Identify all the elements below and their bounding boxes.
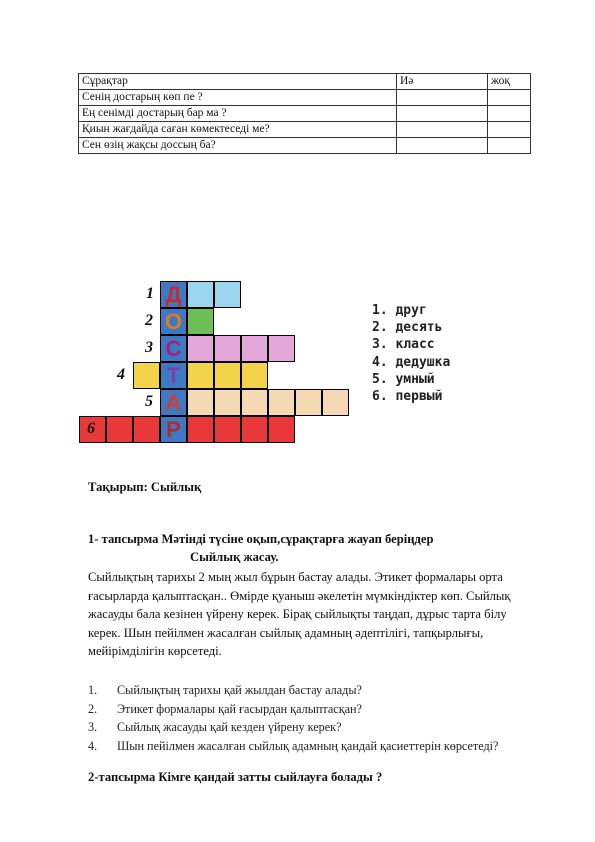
item-text: Этикет формалары қай ғасырдан қалыптасқан? bbox=[117, 701, 362, 716]
item-number: 3. bbox=[88, 720, 98, 735]
question-cell: Қиын жағдайда саған көмектеседі ме? bbox=[79, 122, 397, 138]
crossword-cell bbox=[241, 335, 268, 362]
row-number: 6 bbox=[87, 420, 95, 437]
keyword-letter: С bbox=[165, 336, 182, 361]
clue-item: 5. умный bbox=[372, 371, 435, 387]
crossword-cell bbox=[268, 389, 295, 416]
paragraph-line: жасауды бала кезінен үйрену керек. Бірақ сыйлықты таңдап, дұрыс тарта білу bbox=[88, 607, 507, 621]
task2-title: 2-тапсырма Кімге қандай затты сыйлауға болады ? bbox=[88, 770, 383, 784]
paragraph-line: Сыйлықтың тарихы 2 мың жыл бұрын бастау алады. Этикет формалары орта bbox=[88, 570, 503, 584]
question-cell: Сенің достарың көп пе ? bbox=[79, 90, 397, 106]
crossword-cell bbox=[133, 362, 160, 389]
question-cell: Сен өзің жақсы доссың ба? bbox=[79, 138, 397, 154]
header-no: жоқ bbox=[488, 74, 531, 90]
keyword-letter: О bbox=[164, 309, 183, 334]
keyword-cell bbox=[160, 281, 187, 308]
paragraph-line: ғасырларда қалыптасқан.. Өмірде қуаныш әкелетін мүмкіндіктер көп. Сыйлық bbox=[88, 588, 511, 603]
keyword-letter: А bbox=[165, 390, 182, 415]
crossword-cell bbox=[214, 362, 241, 389]
clue-item: 1. друг bbox=[372, 303, 427, 318]
keyword-cell bbox=[160, 416, 187, 443]
task1-title: 1- тапсырма Мәтінді түсіне оқып,сұрақтарға жауап беріңдер bbox=[88, 532, 434, 546]
header-questions: Сұрақтар bbox=[79, 74, 397, 90]
crossword-cell bbox=[187, 362, 214, 389]
row-number: 2 bbox=[145, 312, 153, 329]
keyword-cell bbox=[160, 362, 187, 389]
item-number: 4. bbox=[88, 738, 98, 753]
crossword-cell bbox=[187, 281, 214, 308]
crossword-cell bbox=[214, 389, 241, 416]
list-item bbox=[88, 681, 498, 700]
crossword-cell bbox=[133, 416, 160, 443]
crossword-cell bbox=[187, 308, 214, 335]
row-number: 4 bbox=[117, 366, 125, 383]
list-item bbox=[88, 700, 498, 719]
crossword-cell bbox=[214, 281, 241, 308]
crossword-cell bbox=[214, 335, 241, 362]
item-number: 2. bbox=[88, 701, 98, 716]
crossword-cell bbox=[241, 389, 268, 416]
crossword-cell bbox=[268, 416, 295, 443]
topic-heading: Тақырып: Сыйлық bbox=[88, 480, 202, 494]
crossword-cell bbox=[241, 362, 268, 389]
paragraph-line: мейірімділігін көрсетеді. bbox=[88, 644, 222, 658]
row-number: 3 bbox=[145, 339, 153, 356]
keyword-letter: Р bbox=[166, 417, 181, 442]
list-item bbox=[88, 718, 498, 737]
clue-item: 2. десять bbox=[372, 320, 443, 336]
item-text: Сыйлықтың тарихы қай жылдан бастау алады? bbox=[117, 683, 362, 697]
row-number: 5 bbox=[145, 393, 153, 410]
task1-paragraph bbox=[88, 568, 558, 661]
crossword-cell bbox=[187, 335, 214, 362]
header-yes: Иә bbox=[397, 74, 488, 90]
list-item bbox=[88, 737, 498, 756]
clue-item: 4. дедушка bbox=[372, 354, 451, 370]
task1-subtitle: Сыйлық жасау. bbox=[190, 550, 279, 564]
keyword-letter: Т bbox=[166, 363, 181, 388]
keyword-cell bbox=[160, 389, 187, 416]
keyword-letter: Д bbox=[165, 282, 182, 307]
question-cell: Ең сенімді достарың бар ма ? bbox=[79, 106, 397, 122]
clue-item: 6. первый bbox=[372, 389, 443, 405]
crossword-cell bbox=[106, 416, 133, 443]
item-text: Шын пейілмен жасалған сыйлық адамның қандай қасиеттерін көрсетеді? bbox=[117, 738, 499, 753]
crossword-cell bbox=[322, 389, 349, 416]
item-number: 1. bbox=[88, 683, 98, 697]
item-text: Сыйлық жасауды қай кезден үйрену керек? bbox=[117, 720, 342, 735]
question-list bbox=[88, 681, 498, 755]
keyword-cell bbox=[160, 335, 187, 362]
crossword-cell bbox=[295, 389, 322, 416]
crossword-cell bbox=[268, 335, 295, 362]
crossword-cell bbox=[187, 389, 214, 416]
crossword-cell bbox=[187, 416, 214, 443]
keyword-cell bbox=[160, 308, 187, 335]
crossword-cell bbox=[214, 416, 241, 443]
crossword-cell bbox=[241, 416, 268, 443]
crossword-clues bbox=[372, 302, 450, 405]
paragraph-line: керек. Шын пейілмен жасалған сыйлық адамның әдептілігі, тапқырлығы, bbox=[88, 625, 484, 640]
clue-item: 3. класс bbox=[372, 337, 435, 353]
row-number: 1 bbox=[146, 285, 154, 302]
